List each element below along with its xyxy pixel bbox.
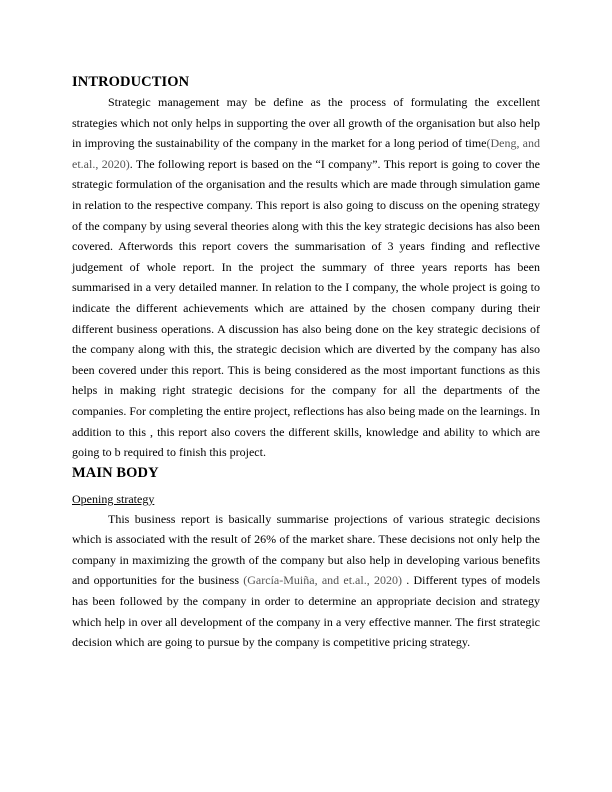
main-body-text-part2: . Different types of models has been followed by the company in order to determine an appropriate decision and strategy which help in over all development of the company in a very effective manner. The first strategic decision which are going to pursue by the company is competitive pricing strategy. xyxy=(72,573,541,650)
main-body-text-part1: This business report is basically summarise projections of various strategic decisions which is associated with the result of 26% of the market share. These decisions not only help the company in maximizing the growth of the company but also help in developing various benefits and opportunities for the business xyxy=(72,511,540,588)
document-page xyxy=(72,72,540,653)
introduction-heading: INTRODUCTION xyxy=(72,74,190,90)
introduction-paragraph xyxy=(72,92,540,463)
opening-strategy-subheading: Opening strategy xyxy=(72,491,155,506)
introduction-citation: (Deng, and et.al., 2020) xyxy=(72,136,540,171)
introduction-text-part2: . The following report is based on the “I company”. This report is going to cover the strategic formulation of the organisation and the results which are made through simulation game in relation to the respective company. This report is also going to discuss on the opening strategy of the company by using several theories along with this the key strategic decisions has also been covered. Afterwords this report covers the summarisation of 3 years finding and reflective judgement of whole report. In the project the summary of three years reports has been summarised in a very detailed manner. In relation to the I company, the whole project is going to indicate the different achievements which are attained by the chosen company during their different business operations. A discussion has also being done on the key strategic decisions of the company along with this, the strategic decision which are diverted by the company has also been covered under this report. This is being considered as the most important functions as this helps in making right strategic decisions for the company for all the departments of the companies. For completing the entire project, reflections has also being made on the learnings. In addition to this , this report also covers the different skills, knowledge and ability to which are going to b required to finish this project. xyxy=(72,156,540,460)
main-body-paragraph xyxy=(72,509,540,653)
main-body-citation: (García-Muiña, and et.al., 2020) xyxy=(243,573,402,588)
introduction-text-part1: Strategic management may be define as the process of formulating the excellent strategies which not only helps in supporting the over all growth of the organisation but also help in improving the sustainability of the company in the market for a long period of time xyxy=(72,95,540,151)
main-body-heading: MAIN BODY xyxy=(72,464,159,481)
